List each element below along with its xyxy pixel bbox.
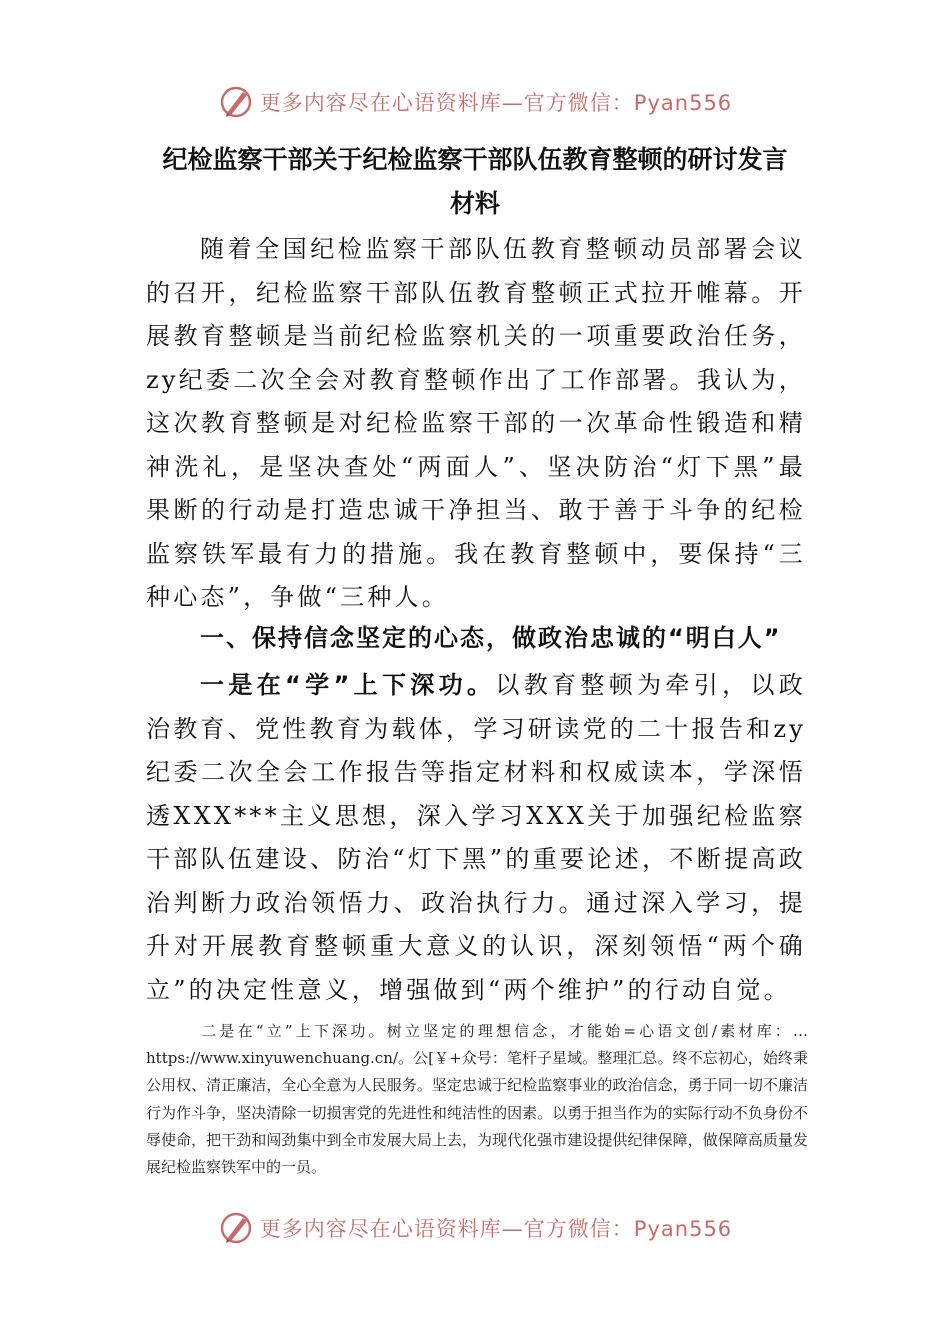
footer-banner [0, 1208, 950, 1248]
point2-paragraph [146, 1018, 808, 1181]
intro-paragraph: 随着全国纪检监察干部队伍教育整顿动员部署会议的召开，纪检监察干部队伍教育整顿正式拉开帷幕。开展教育整顿是当前纪检监察机关的一项重要政治任务，zy纪委二次全会对教育整顿作出了工作部署。我认为，这次教育整顿是对纪检监察干部的一次革命性锻造和精神洗礼，是坚决查处“两面人”、坚决防治“灯下黑”最果断的行动是打造忠诚干净担当、敢于善于斗争的纪检监察铁军最有力的措施。我在教育整顿中，要保持“三种心态”，争做“三种人。 [146, 235, 806, 611]
point2-text: 二是在“立”上下深功。树立坚定的理想信念，才能始=心语文创/素材库：…https://www.xinyuwenchuang.cn/。公[￥+众号：笔杆子星域。整理汇总。终不忘初心，始终秉公用权、清正廉洁，全心全意为人民服务。坚定忠诚于纪检监察事业的政治信念，勇于同一切不廉洁行为作斗争，坚决清除一切损害党的先进性和纯洁性的因素。以勇于担当作为的实际行动不负身份不辱使命，把干劲和闯劲集中到全市发展大局上去，为现代化强市建设提供纪律保障，做保障高质量发展纪检监察铁军中的一员。 [146, 1022, 808, 1177]
banner-text: 更多内容尽在心语资料库—官方微信：Pyan556 [259, 91, 733, 115]
pen-in-circle-icon [218, 1210, 254, 1246]
document-title-line2: 材料 [449, 189, 500, 218]
section-heading: 一、保持信念坚定的心态，做政治忠诚的“明白人” [200, 624, 782, 652]
point1-paragraph [146, 664, 806, 1012]
banner-text: 更多内容尽在心语资料库—官方微信：Pyan556 [259, 1217, 733, 1241]
pen-in-circle-icon [218, 84, 254, 120]
document-title-line1: 纪检监察干部关于纪检监察干部队伍教育整顿的研讨发言 [162, 145, 788, 174]
point1-lead: 一是在“学”上下深功。 [200, 671, 496, 699]
point1-body: 以教育整顿为牵引，以政治教育、党性教育为载体，学习研读党的二十报告和zy纪委二次全会工作报告等指定材料和权威读本，学深悟透XXX***主义思想，深入学习XXX关于加强纪检监察干部队伍建设、防治“灯下黑”的重要论述，不断提高政治判断力政治领悟力、政治执行力。通过深入学习，提升对开展教育整顿重大意义的认识，深刻领悟“两个确立”的决定性意义，增强做到“两个维护”的行动自觉。 [146, 671, 806, 1004]
header-banner [0, 82, 950, 122]
